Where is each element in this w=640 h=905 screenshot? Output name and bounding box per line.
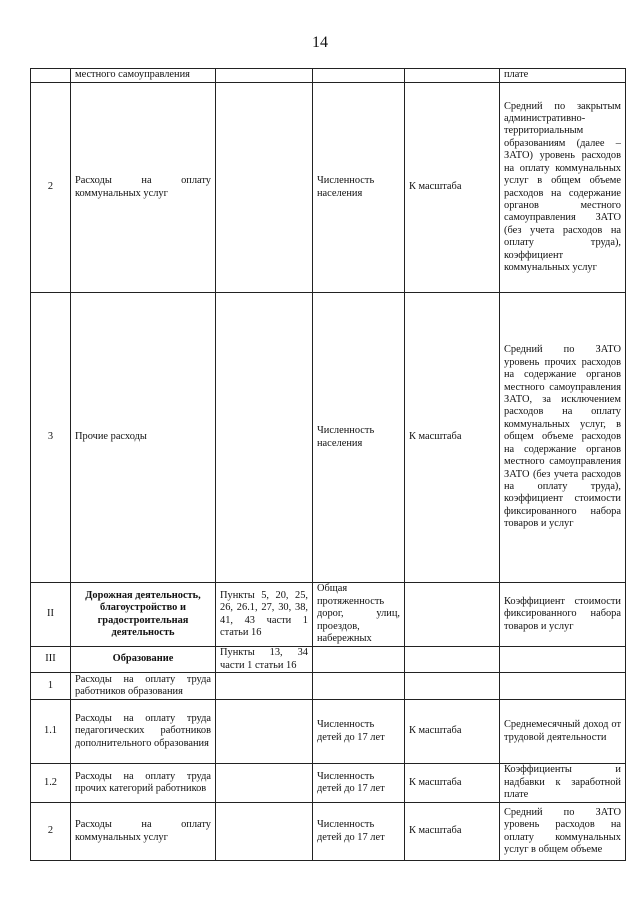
row-name: Расходы на оплату коммунальных услуг [71, 803, 216, 861]
row-legal-points [216, 293, 313, 583]
table-row [31, 583, 626, 647]
row-method: К масштаба [405, 293, 500, 583]
table-row [31, 83, 626, 293]
row-number: III [31, 647, 71, 673]
row-method [405, 583, 500, 647]
table-row [31, 673, 626, 700]
row-number: 1 [31, 673, 71, 700]
row-name: Расходы на оплату труда педагогических работников дополнительного образования [71, 700, 216, 764]
row-coefficient: Средний по ЗАТО уровень прочих расходов на содержание органов местного самоуправления ЗАТО, за исключением расходов на оплату коммунальных услуг, в общем объеме расходов на содержание органов местного самоуправления ЗАТО (без учета расходов на оплату труда), коэффициент стоимости фиксированного набора товаров и услуг [500, 293, 626, 583]
row-indicator: Численность населения [313, 293, 405, 583]
row-legal-points [216, 69, 313, 83]
row-indicator [313, 647, 405, 673]
row-number: 1.1 [31, 700, 71, 764]
row-indicator: Численность детей до 17 лет [313, 803, 405, 861]
row-legal-points: Пункты 5, 20, 25, 26, 26.1, 27, 30, 38, 41, 43 части 1 статьи 16 [216, 583, 313, 647]
row-legal-points [216, 700, 313, 764]
row-number: 1.2 [31, 764, 71, 803]
table-row [31, 803, 626, 861]
row-method: К масштаба [405, 764, 500, 803]
row-number: 2 [31, 803, 71, 861]
row-indicator [313, 69, 405, 83]
row-indicator: Общая протяженность дорог, улиц, проездов, набережных [313, 583, 405, 647]
page-number: 14 [312, 34, 328, 51]
row-coefficient [500, 647, 626, 673]
table-row [31, 700, 626, 764]
row-method: К масштаба [405, 700, 500, 764]
row-legal-points: Пункты 13, 34 части 1 статьи 16 [216, 647, 313, 673]
row-name: Образование [71, 647, 216, 673]
row-method [405, 69, 500, 83]
row-legal-points [216, 83, 313, 293]
table-row [31, 69, 626, 83]
row-name: Прочие расходы [71, 293, 216, 583]
row-name: Расходы на оплату труда работников образования [71, 673, 216, 700]
row-indicator [313, 673, 405, 700]
row-legal-points [216, 673, 313, 700]
row-coefficient [500, 673, 626, 700]
row-legal-points [216, 803, 313, 861]
row-name: Дорожная деятельность, благоустройство и градостроительная деятельность [71, 583, 216, 647]
row-method [405, 647, 500, 673]
expenditure-table [30, 68, 626, 861]
table-row [31, 764, 626, 803]
row-method: К масштаба [405, 83, 500, 293]
row-coefficient: плате [500, 69, 626, 83]
table-row [31, 293, 626, 583]
row-number: II [31, 583, 71, 647]
row-indicator: Численность детей до 17 лет [313, 700, 405, 764]
row-name: местного самоуправления [71, 69, 216, 83]
row-number: 2 [31, 83, 71, 293]
row-number: 3 [31, 293, 71, 583]
row-coefficient: Средний по закрытым административно-территориальным образованиям (далее – ЗАТО) уровень расходов на оплату коммунальных услуг в общем объеме расходов на содержание органов местного самоуправления ЗАТО (без учета расходов на оплату труда), коэффициент коммунальных услуг [500, 83, 626, 293]
row-method: К масштаба [405, 803, 500, 861]
row-legal-points [216, 764, 313, 803]
row-coefficient: Коэффициент стоимости фиксированного набора товаров и услуг [500, 583, 626, 647]
row-number [31, 69, 71, 83]
row-name: Расходы на оплату коммунальных услуг [71, 83, 216, 293]
row-coefficient: Средний по ЗАТО уровень расходов на оплату коммунальных услуг в общем объеме [500, 803, 626, 861]
row-indicator: Численность детей до 17 лет [313, 764, 405, 803]
row-name: Расходы на оплату труда прочих категорий работников [71, 764, 216, 803]
row-method [405, 673, 500, 700]
row-indicator: Численность населения [313, 83, 405, 293]
row-coefficient: Коэффициенты и надбавки к заработной плате [500, 764, 626, 803]
row-coefficient: Среднемесячный доход от трудовой деятельности [500, 700, 626, 764]
table-row [31, 647, 626, 673]
